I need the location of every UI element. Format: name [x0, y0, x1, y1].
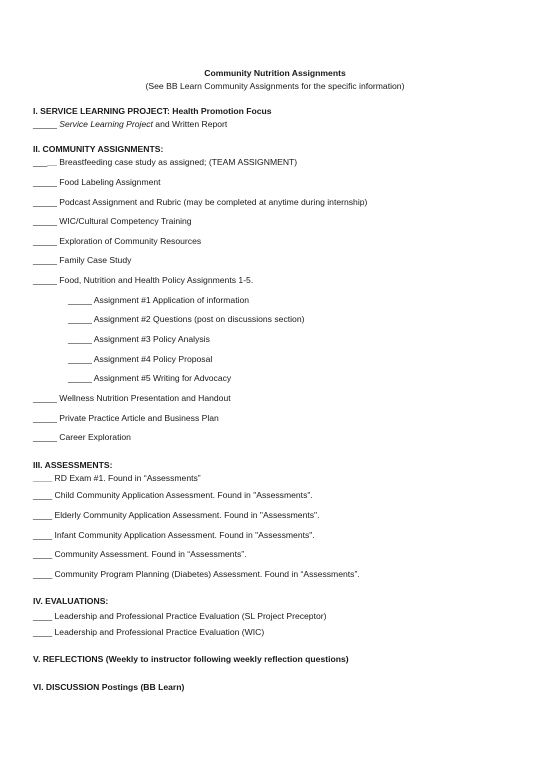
- policy-sub-item: _____ Assignment #3 Policy Analysis: [68, 334, 210, 344]
- item-blank-bold: __: [47, 157, 57, 167]
- assessment-item: ____ Elderly Community Application Assessment. Found in "Assessments".: [33, 510, 320, 520]
- item-italic-text: Service Learning Project: [59, 119, 153, 129]
- community-item: _____ Private Practice Article and Business Plan: [33, 413, 219, 423]
- section-heading-community-assignments: II. COMMUNITY ASSIGNMENTS:: [33, 144, 164, 154]
- section-heading-service-learning: I. SERVICE LEARNING PROJECT: Health Promotion Focus: [33, 106, 272, 116]
- evaluation-item: ____ Leadership and Professional Practice Evaluation (WIC): [33, 627, 265, 637]
- section-heading-reflections: V. REFLECTIONS (Weekly to instructor following weekly reflection questions): [33, 654, 349, 664]
- item-blank: ___: [33, 157, 48, 167]
- assessment-item: ____ Community Program Planning (Diabetes) Assessment. Found in “Assessments”.: [33, 569, 360, 579]
- document-title: Community Nutrition Assignments: [204, 68, 346, 78]
- community-item: _____ WIC/Cultural Competency Training: [33, 216, 192, 226]
- assessment-item-rd-exam: [33, 473, 201, 483]
- evaluation-item: ____ Leadership and Professional Practice Evaluation (SL Project Preceptor): [33, 611, 327, 621]
- item-blank-bold: ____: [33, 473, 53, 483]
- section-heading-discussion: VI. DISCUSSION Postings (BB Learn): [33, 682, 185, 692]
- item-text: and Written Report: [152, 119, 228, 129]
- community-item: _____ Career Exploration: [33, 432, 131, 442]
- assessment-item: ____ Child Community Application Assessment. Found in "Assessments".: [33, 490, 313, 500]
- policy-sub-item: _____ Assignment #1 Application of information: [68, 295, 250, 305]
- section-heading-evaluations: IV. EVALUATIONS:: [33, 596, 109, 606]
- service-learning-item: [33, 119, 227, 129]
- item-text: Breastfeeding case study as assigned; (TEAM ASSIGNMENT): [56, 157, 298, 167]
- policy-sub-item: _____ Assignment #4 Policy Proposal: [68, 354, 213, 364]
- assessment-item: ____ Infant Community Application Assessment. Found in "Assessments".: [33, 530, 315, 540]
- policy-sub-item: _____ Assignment #2 Questions (post on discussions section): [68, 314, 305, 324]
- community-item: _____ Podcast Assignment and Rubric (may be completed at anytime during internship): [33, 197, 368, 207]
- community-item-breastfeeding: [33, 157, 297, 167]
- section-heading-assessments: III. ASSESSMENTS:: [33, 460, 113, 470]
- item-blank: _____: [33, 119, 60, 129]
- document-subtitle: (See BB Learn Community Assignments for the specific information): [145, 81, 405, 91]
- item-text: RD Exam #1. Found in “Assessments”: [52, 473, 201, 483]
- community-item: _____ Food, Nutrition and Health Policy Assignments 1-5.: [33, 275, 254, 285]
- assessment-item: ____ Community Assessment. Found in “Assessments”.: [33, 549, 247, 559]
- community-item: _____ Food Labeling Assignment: [33, 177, 161, 187]
- policy-sub-item: _____ Assignment #5 Writing for Advocacy: [68, 373, 232, 383]
- community-item: _____ Family Case Study: [33, 255, 132, 265]
- community-item: _____ Wellness Nutrition Presentation and Handout: [33, 393, 231, 403]
- community-item: _____ Exploration of Community Resources: [33, 236, 202, 246]
